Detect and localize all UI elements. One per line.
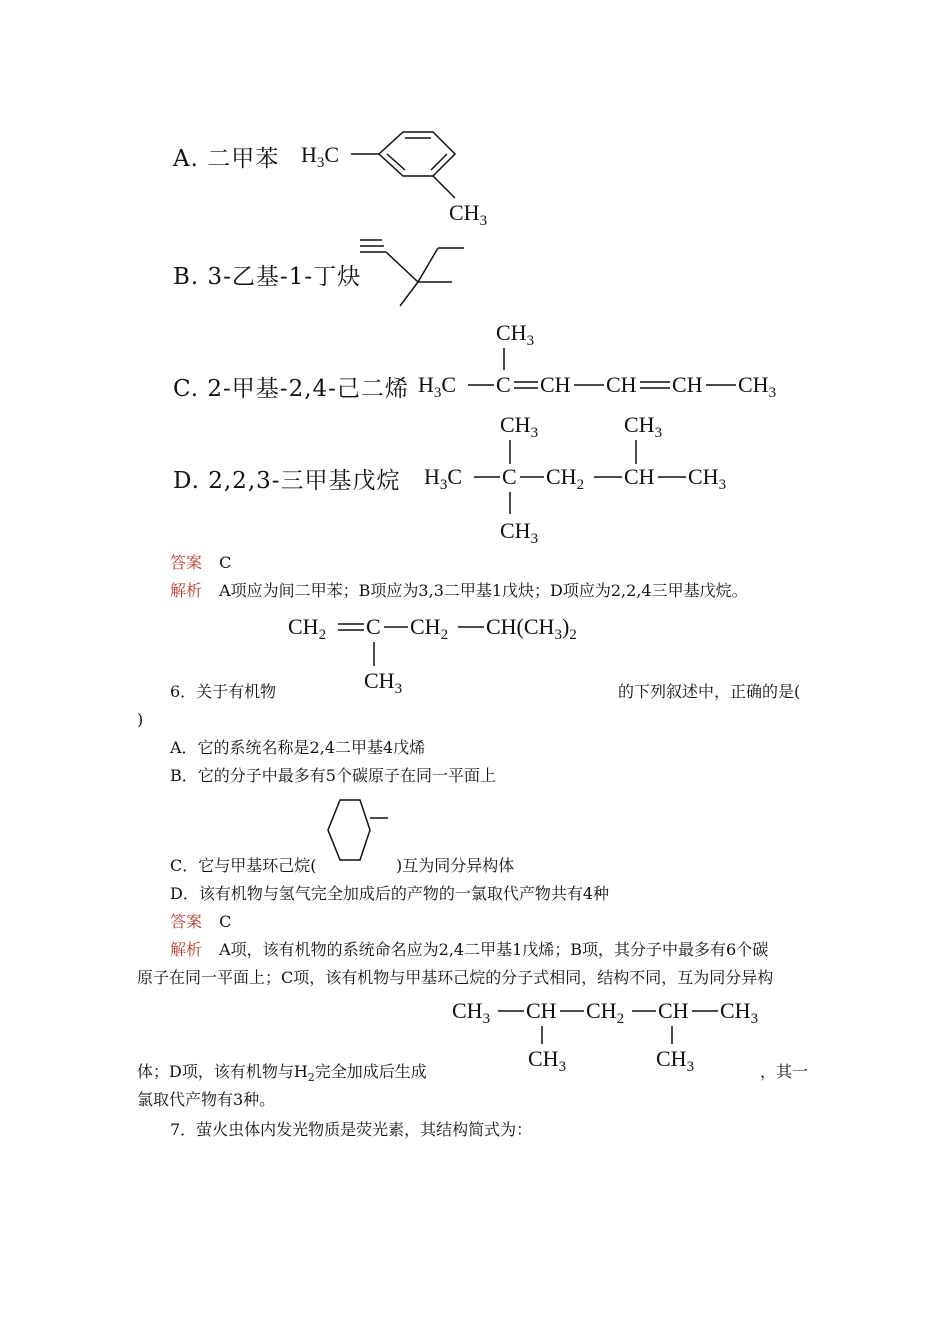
q6-stem-suffix: 的下列叙述中，正确的是(: [618, 682, 801, 701]
svg-text:CH: CH: [672, 372, 703, 397]
option-a-structure: [295, 118, 515, 228]
svg-text:CH: CH: [658, 998, 689, 1023]
analysis-text: A项应为间二甲苯；B项应为3,3二甲基1戊炔；D项应为2,2,4三甲基戊烷。: [219, 581, 748, 600]
methylcyclohexane-structure: [318, 796, 398, 868]
q6-option-c-suffix: )互为同分异构体: [396, 856, 515, 875]
option-b-label: B. 3-乙基-1-丁炔: [173, 264, 362, 290]
svg-text:CH3: $CH_3$: [449, 200, 488, 228]
option-d-structure: [424, 404, 754, 550]
svg-text:C: C: [366, 614, 381, 639]
svg-text:C: C: [502, 464, 517, 489]
option-d-label: D. 2,2,3-三甲基戊烷: [173, 468, 401, 494]
q6-option-a: A．它的系统名称是2,4二甲基4戊烯: [170, 738, 426, 757]
svg-text:H3C: $H_3C$: [301, 142, 340, 171]
option-c-structure: [418, 312, 798, 402]
svg-text:CH3: $CH_3$: [364, 668, 403, 697]
q6-option-d: D．该有机物与氢气完全加成后的产物的一氯取代产物共有4种: [170, 884, 610, 903]
q6-stem-prefix: 6．关于有机物: [170, 682, 277, 701]
option-c-label: C. 2-甲基-2,4-己二烯: [173, 376, 409, 402]
svg-text:CH2: $CH_2$: [288, 614, 327, 643]
svg-text:CH3: $CH_3$: [656, 1046, 695, 1074]
svg-text:CH2: $CH_2$: [586, 998, 625, 1027]
svg-text:CH: CH: [526, 998, 557, 1023]
svg-text:CH2: $CH_2$: [546, 464, 585, 493]
q6-answer-label: 答案: [170, 912, 203, 931]
svg-text:CH3: $CH_3$: [452, 998, 491, 1027]
svg-text:CH3: $CH_3$: [500, 518, 539, 547]
svg-text:CH3: $CH_3$: [720, 998, 759, 1027]
svg-text:CH: CH: [606, 372, 637, 397]
q6-product-structure: [452, 992, 772, 1074]
option-b-structure: [360, 232, 470, 312]
svg-text:CH3: $CH_3$: [624, 412, 663, 441]
q6-option-b: B．它的分子中最多有5个碳原子在同一平面上: [170, 766, 496, 785]
q6-analysis-line3-prefix: 体；D项，该有机物与H: [137, 1062, 308, 1081]
svg-text:CH2: $CH_2$: [410, 614, 449, 643]
q6-stem-close: ): [137, 710, 144, 729]
svg-text:CH3: $CH_3$: [500, 412, 539, 441]
q6-analysis-line3-sub: 2: [307, 1071, 315, 1085]
q6-answer-value: C: [219, 912, 232, 931]
svg-text:CH(CH3)2: $CH(CH_3)_2$: [486, 614, 577, 643]
q6-option-c-prefix: C．它与甲基环己烷(: [170, 856, 317, 875]
q6-analysis-label: 解析: [170, 940, 203, 959]
svg-text:CH: CH: [540, 372, 571, 397]
svg-text:CH: CH: [624, 464, 655, 489]
answer-label: 答案: [170, 553, 203, 572]
svg-text:CH3: $CH_3$: [496, 320, 535, 349]
svg-text:CH3: $CH_3$: [688, 464, 727, 493]
q6-analysis-line4: 氯取代产物有3种。: [137, 1090, 276, 1109]
svg-text:H3C: $H_3C$: [418, 372, 457, 401]
q6-analysis-line3-suffix: ，其一: [760, 1062, 809, 1081]
q7-stem: 7．萤火虫体内发光物质是荧光素，其结构简式为：: [170, 1120, 533, 1139]
svg-text:CH3: $CH_3$: [738, 372, 777, 401]
analysis-label: 解析: [170, 581, 203, 600]
answer-value: C: [219, 553, 232, 572]
svg-text:CH3: $CH_3$: [528, 1046, 567, 1074]
q6-structure: [288, 606, 618, 698]
svg-text:H3C: $H_3C$: [424, 464, 463, 493]
option-a-label: A. 二甲苯: [173, 146, 280, 172]
q6-analysis-line2: 原子在同一平面上；C项，该有机物与甲基环己烷的分子式相同，结构不同，互为同分异构: [137, 968, 774, 987]
q6-analysis-line1: A项，该有机物的系统命名应为2,4二甲基1戊烯；B项，其分子中最多有6个碳: [219, 940, 769, 959]
svg-text:C: C: [496, 372, 511, 397]
q6-analysis-line3-mid: 完全加成后生成: [314, 1062, 427, 1081]
